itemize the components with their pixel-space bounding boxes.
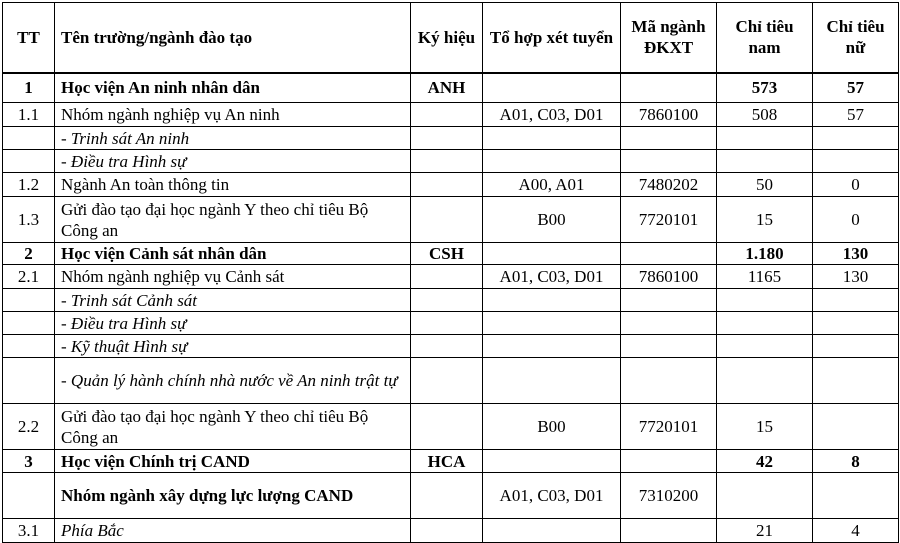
cell-name: Học viện Chính trị CAND: [55, 450, 411, 473]
cell-combo: [483, 358, 621, 404]
cell-code: [411, 335, 483, 358]
cell-female: 130: [813, 265, 899, 289]
header-major-code: Mã ngành ĐKXT: [621, 3, 717, 73]
cell-major-code: [621, 243, 717, 265]
table-row: [3, 519, 899, 543]
cell-male: [717, 127, 813, 150]
cell-tt: 1: [3, 73, 55, 103]
cell-major-code: 7720101: [621, 404, 717, 450]
cell-male: [717, 312, 813, 335]
cell-tt: [3, 289, 55, 312]
cell-tt: 1.3: [3, 197, 55, 243]
header-name: Tên trường/ngành đào tạo: [55, 3, 411, 73]
cell-code: CSH: [411, 243, 483, 265]
cell-combo: [483, 312, 621, 335]
header-code: Ký hiệu: [411, 3, 483, 73]
cell-name: Nhóm ngành nghiệp vụ Cảnh sát: [55, 265, 411, 289]
cell-tt: 3.1: [3, 519, 55, 543]
cell-name: - Điều tra Hình sự: [55, 312, 411, 335]
cell-code: [411, 473, 483, 519]
cell-male: [717, 473, 813, 519]
cell-female: [813, 335, 899, 358]
cell-tt: 2: [3, 243, 55, 265]
cell-combo: [483, 127, 621, 150]
cell-tt: 2.1: [3, 265, 55, 289]
cell-female: 57: [813, 73, 899, 103]
table-row: [3, 358, 899, 404]
table-row: [3, 103, 899, 127]
cell-code: [411, 103, 483, 127]
cell-male: 1.180: [717, 243, 813, 265]
cell-major-code: [621, 289, 717, 312]
cell-female: [813, 312, 899, 335]
cell-female: [813, 473, 899, 519]
cell-female: [813, 150, 899, 173]
table-row: [3, 404, 899, 450]
cell-male: 15: [717, 404, 813, 450]
cell-tt: 3: [3, 450, 55, 473]
header-combo: Tổ hợp xét tuyển: [483, 3, 621, 73]
cell-major-code: 7310200: [621, 473, 717, 519]
cell-female: 0: [813, 197, 899, 243]
cell-female: 0: [813, 173, 899, 197]
cell-major-code: [621, 358, 717, 404]
cell-combo: A01, C03, D01: [483, 265, 621, 289]
cell-name: Gửi đào tạo đại học ngành Y theo chỉ tiêu Bộ Công an: [55, 197, 411, 243]
table-row: [3, 197, 899, 243]
cell-combo: [483, 450, 621, 473]
cell-female: [813, 404, 899, 450]
header-quota-female: Chỉ tiêu nữ: [813, 3, 899, 73]
cell-code: [411, 173, 483, 197]
cell-combo: A00, A01: [483, 173, 621, 197]
table-row: [3, 243, 899, 265]
cell-tt: [3, 127, 55, 150]
cell-code: HCA: [411, 450, 483, 473]
cell-male: [717, 335, 813, 358]
cell-code: [411, 127, 483, 150]
cell-male: [717, 358, 813, 404]
cell-code: [411, 289, 483, 312]
cell-tt: 2.2: [3, 404, 55, 450]
table-row: [3, 265, 899, 289]
cell-major-code: [621, 335, 717, 358]
cell-female: 130: [813, 243, 899, 265]
cell-name: Phía Bắc: [55, 519, 411, 543]
table-row: [3, 450, 899, 473]
cell-major-code: [621, 127, 717, 150]
cell-code: [411, 519, 483, 543]
cell-major-code: [621, 450, 717, 473]
cell-tt: 1.1: [3, 103, 55, 127]
cell-female: [813, 127, 899, 150]
cell-male: [717, 150, 813, 173]
cell-name: Học viện Cảnh sát nhân dân: [55, 243, 411, 265]
cell-name: - Quản lý hành chính nhà nước về An ninh trật tự: [55, 358, 411, 404]
cell-tt: [3, 150, 55, 173]
cell-tt: [3, 312, 55, 335]
cell-name: - Trinh sát An ninh: [55, 127, 411, 150]
admissions-quota-table: [2, 2, 899, 543]
cell-name: Gửi đào tạo đại học ngành Y theo chỉ tiêu Bộ Công an: [55, 404, 411, 450]
cell-code: [411, 404, 483, 450]
cell-major-code: [621, 150, 717, 173]
table-row: [3, 150, 899, 173]
table-row: [3, 312, 899, 335]
cell-male: 508: [717, 103, 813, 127]
cell-code: ANH: [411, 73, 483, 103]
cell-combo: B00: [483, 197, 621, 243]
header-tt: TT: [3, 3, 55, 73]
cell-combo: [483, 73, 621, 103]
cell-tt: [3, 473, 55, 519]
cell-name: Ngành An toàn thông tin: [55, 173, 411, 197]
cell-combo: B00: [483, 404, 621, 450]
cell-female: [813, 289, 899, 312]
header-row: [3, 3, 899, 73]
cell-female: 57: [813, 103, 899, 127]
cell-male: 50: [717, 173, 813, 197]
cell-combo: [483, 150, 621, 173]
cell-tt: [3, 335, 55, 358]
cell-male: 15: [717, 197, 813, 243]
cell-name: - Trinh sát Cảnh sát: [55, 289, 411, 312]
cell-combo: [483, 289, 621, 312]
cell-combo: [483, 243, 621, 265]
cell-name: - Kỹ thuật Hình sự: [55, 335, 411, 358]
cell-major-code: 7860100: [621, 103, 717, 127]
cell-male: 21: [717, 519, 813, 543]
cell-male: 573: [717, 73, 813, 103]
cell-code: [411, 197, 483, 243]
cell-female: 8: [813, 450, 899, 473]
cell-major-code: [621, 73, 717, 103]
table-row: [3, 173, 899, 197]
cell-major-code: [621, 312, 717, 335]
cell-major-code: 7860100: [621, 265, 717, 289]
cell-male: 42: [717, 450, 813, 473]
cell-name: Học viện An ninh nhân dân: [55, 73, 411, 103]
cell-male: 1165: [717, 265, 813, 289]
cell-female: 4: [813, 519, 899, 543]
header-quota-male: Chỉ tiêu nam: [717, 3, 813, 73]
table-row: [3, 473, 899, 519]
cell-male: [717, 289, 813, 312]
cell-combo: [483, 335, 621, 358]
admissions-table-container: [2, 2, 898, 543]
cell-major-code: 7720101: [621, 197, 717, 243]
table-row: [3, 335, 899, 358]
cell-major-code: 7480202: [621, 173, 717, 197]
cell-name: Nhóm ngành nghiệp vụ An ninh: [55, 103, 411, 127]
table-row: [3, 73, 899, 103]
cell-name: Nhóm ngành xây dựng lực lượng CAND: [55, 473, 411, 519]
cell-code: [411, 265, 483, 289]
cell-code: [411, 358, 483, 404]
cell-combo: A01, C03, D01: [483, 103, 621, 127]
cell-major-code: [621, 519, 717, 543]
cell-tt: 1.2: [3, 173, 55, 197]
cell-combo: [483, 519, 621, 543]
cell-female: [813, 358, 899, 404]
cell-combo: A01, C03, D01: [483, 473, 621, 519]
table-row: [3, 289, 899, 312]
cell-code: [411, 150, 483, 173]
cell-tt: [3, 358, 55, 404]
cell-name: - Điều tra Hình sự: [55, 150, 411, 173]
cell-code: [411, 312, 483, 335]
table-row: [3, 127, 899, 150]
